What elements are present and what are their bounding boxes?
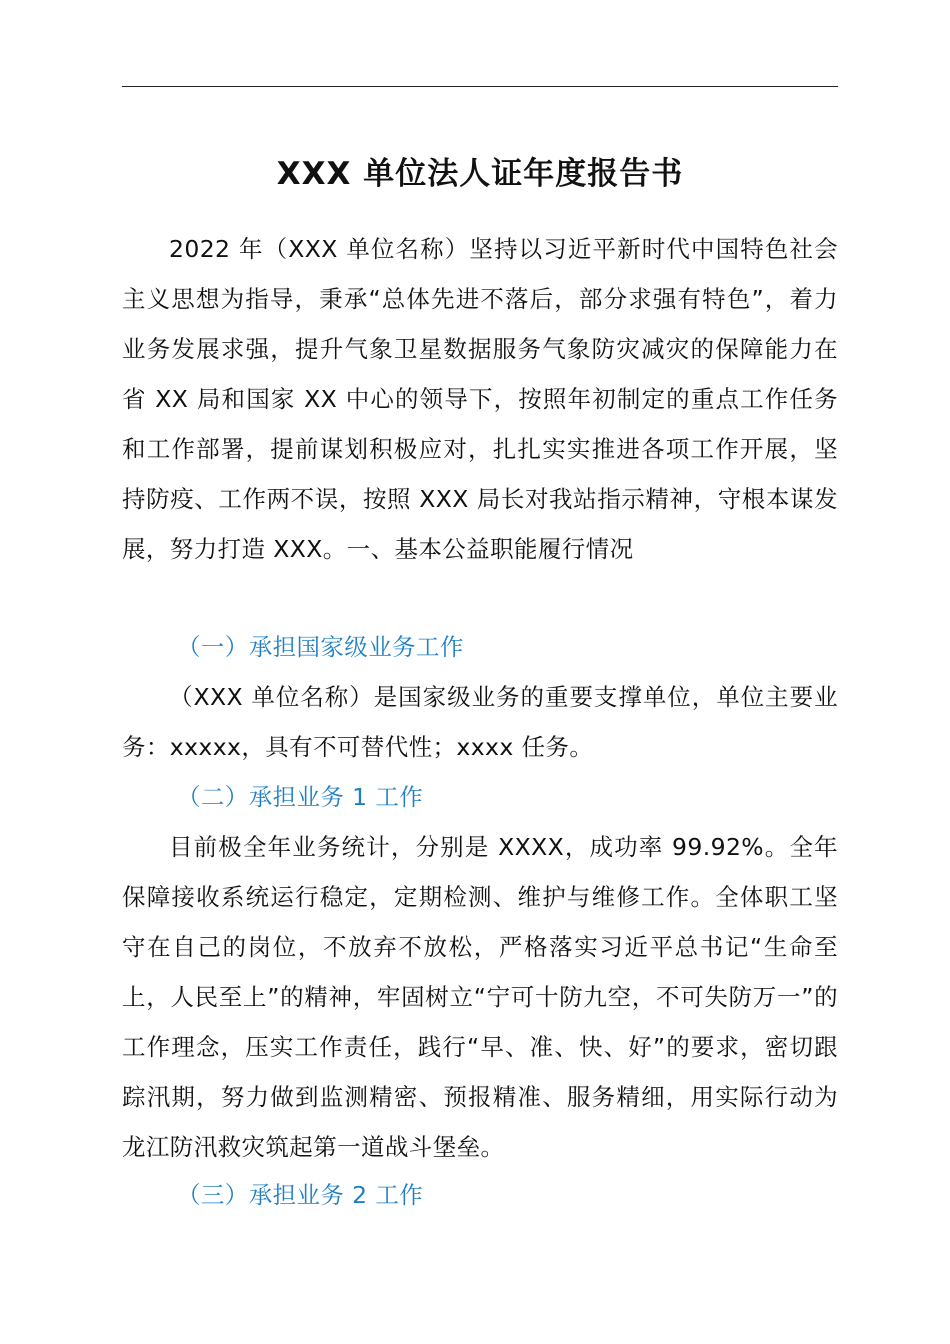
section-2-paragraph: 目前极全年业务统计，分别是 XXXX，成功率 99.92%。全年保障接收系统运行稳定，定期检测、维护与维修工作。全体职工坚守在自己的岗位，不放弃不放松，严格落实习近平总书记“生命至上，人民至上”的精神，牢固树立“宁可十防九空，不可失防万一”的工作理念，压实工作责任，践行“早、准、快、好”的要求，密切跟踪汛期，努力做到监测精密、预报精准、服务精细，用实际行动为龙江防汛救灾筑起第一道战斗堡垒。 [122,833,838,1161]
section-heading-1: （一）承担国家级业务工作 [177,633,464,661]
section-1-paragraph: （XXX 单位名称）是国家级业务的重要支撑单位，单位主要业务：xxxxx，具有不可替代性；xxxx 任务。 [122,683,838,761]
intro-paragraph: 2022 年（XXX 单位名称）坚持以习近平新时代中国特色社会主义思想为指导，秉承“总体先进不落后，部分求强有特色”，着力业务发展求强，提升气象卫星数据服务气象防灾减灾的保障能力在省 XX 局和国家 XX 中心的领导下，按照年初制定的重点工作任务和工作部署，提前谋划积极应对，扎扎实实推进各项工作开展，坚持防疫、工作两不误，按照 XXX 局长对我站指示精神，守根本谋发展，努力打造 XXX。一、基本公益职能履行情况 [122,235,838,563]
document-title: XXX 单位法人证年度报告书 [276,156,684,192]
section-heading-2: （二）承担业务 1 工作 [177,783,424,811]
header-rule [122,86,838,87]
section-heading-3: （三）承担业务 2 工作 [177,1181,424,1209]
